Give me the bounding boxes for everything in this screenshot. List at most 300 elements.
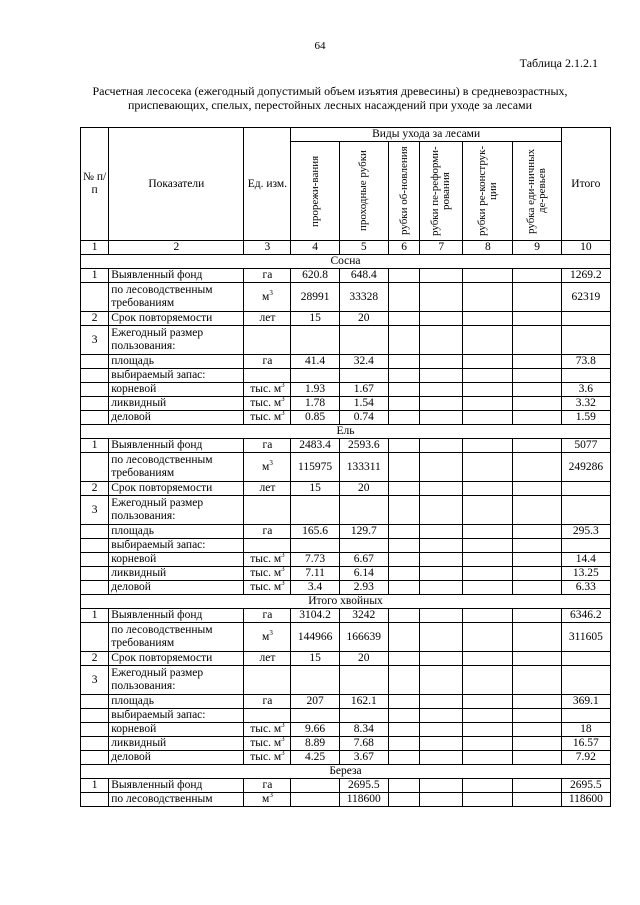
table-row bbox=[81, 453, 611, 482]
unit-text: лет bbox=[259, 482, 276, 494]
row-unit bbox=[244, 695, 291, 709]
reconstruction-cut-value bbox=[463, 369, 513, 383]
single-tree-cut-value bbox=[513, 581, 561, 595]
table-row bbox=[81, 269, 611, 283]
reformation-cut-value bbox=[420, 581, 463, 595]
reformation-cut-value bbox=[420, 326, 463, 355]
unit-superscript: 3 bbox=[281, 410, 285, 418]
commercial-thinning-value: 6.67 bbox=[339, 553, 388, 567]
row-label: деловой bbox=[109, 581, 244, 595]
row-number bbox=[81, 453, 109, 482]
single-tree-cut-value bbox=[513, 609, 561, 623]
unit-text: м bbox=[262, 460, 270, 473]
single-tree-cut-value bbox=[513, 553, 561, 567]
thinning-value bbox=[291, 326, 339, 355]
header-num: № п/п bbox=[81, 128, 109, 241]
reconstruction-cut-value bbox=[463, 553, 513, 567]
table-row bbox=[81, 283, 611, 312]
reformation-cut-value bbox=[420, 751, 463, 765]
thinning-value: 8.89 bbox=[291, 737, 339, 751]
table-row bbox=[81, 326, 611, 355]
row-number: 2 bbox=[81, 312, 109, 326]
header-care-types: Виды ухода за лесами bbox=[291, 128, 561, 142]
row-number: 2 bbox=[81, 482, 109, 496]
unit-text: га bbox=[262, 439, 273, 451]
header-col5: проходные рубки bbox=[339, 142, 388, 241]
reconstruction-cut-value bbox=[463, 539, 513, 553]
thinning-value bbox=[291, 496, 339, 525]
commercial-thinning-value: 133311 bbox=[339, 453, 388, 482]
row-number bbox=[81, 411, 109, 425]
unit-text: га bbox=[262, 695, 273, 707]
table-row bbox=[81, 567, 611, 581]
row-label: площадь bbox=[109, 355, 244, 369]
table-row bbox=[81, 737, 611, 751]
reconstruction-cut-value bbox=[463, 793, 513, 807]
thinning-value bbox=[291, 709, 339, 723]
table-row bbox=[81, 695, 611, 709]
thinning-value: 3.4 bbox=[291, 581, 339, 595]
unit-superscript: 3 bbox=[269, 458, 273, 467]
row-number: 1 bbox=[81, 269, 109, 283]
total-value bbox=[561, 482, 610, 496]
row-label: Срок повторяемости bbox=[109, 312, 244, 326]
row-number bbox=[81, 709, 109, 723]
thinning-value: 165.6 bbox=[291, 525, 339, 539]
reformation-cut-value bbox=[420, 623, 463, 652]
row-label: по лесоводственным требованиям bbox=[109, 453, 244, 482]
renewal-cut-value bbox=[388, 609, 419, 623]
row-unit bbox=[244, 723, 291, 737]
row-label: корневой bbox=[109, 723, 244, 737]
unit-text: га bbox=[262, 269, 273, 281]
reformation-cut-value bbox=[420, 355, 463, 369]
reconstruction-cut-value bbox=[463, 439, 513, 453]
row-label: Срок повторяемости bbox=[109, 482, 244, 496]
commercial-thinning-value bbox=[339, 369, 388, 383]
thinning-value: 7.73 bbox=[291, 553, 339, 567]
table-row bbox=[81, 369, 611, 383]
row-unit bbox=[244, 283, 291, 312]
reconstruction-cut-value bbox=[463, 326, 513, 355]
total-value: 2695.5 bbox=[561, 779, 610, 793]
row-number bbox=[81, 355, 109, 369]
unit-text: тыс. м bbox=[250, 567, 282, 579]
header-col7: рубки пе-реформи-рования bbox=[420, 142, 463, 241]
renewal-cut-value bbox=[388, 482, 419, 496]
row-unit bbox=[244, 623, 291, 652]
row-unit bbox=[244, 666, 291, 695]
renewal-cut-value bbox=[388, 269, 419, 283]
table-caption bbox=[60, 84, 600, 112]
row-label: ликвидный bbox=[109, 397, 244, 411]
unit-superscript: 3 bbox=[281, 736, 285, 744]
colnum: 1 bbox=[81, 241, 109, 255]
renewal-cut-value bbox=[388, 666, 419, 695]
table-row bbox=[81, 751, 611, 765]
table-row bbox=[81, 397, 611, 411]
row-label: Выявленный фонд bbox=[109, 269, 244, 283]
thinning-value: 41.4 bbox=[291, 355, 339, 369]
commercial-thinning-value: 2695.5 bbox=[339, 779, 388, 793]
thinning-value: 3104.2 bbox=[291, 609, 339, 623]
single-tree-cut-value bbox=[513, 652, 561, 666]
section-title: Береза bbox=[81, 765, 611, 779]
unit-text: лет bbox=[259, 312, 276, 324]
commercial-thinning-value: 648.4 bbox=[339, 269, 388, 283]
commercial-thinning-value: 1.67 bbox=[339, 383, 388, 397]
thinning-value: 4.25 bbox=[291, 751, 339, 765]
renewal-cut-value bbox=[388, 411, 419, 425]
unit-superscript: 3 bbox=[269, 792, 273, 800]
reconstruction-cut-value bbox=[463, 453, 513, 482]
row-number bbox=[81, 723, 109, 737]
row-label: деловой bbox=[109, 751, 244, 765]
forest-harvest-table bbox=[80, 127, 611, 807]
thinning-value: 9.66 bbox=[291, 723, 339, 737]
row-label: выбираемый запас: bbox=[109, 369, 244, 383]
table-row bbox=[81, 623, 611, 652]
reformation-cut-value bbox=[420, 779, 463, 793]
thinning-value: 620.8 bbox=[291, 269, 339, 283]
row-label: выбираемый запас: bbox=[109, 709, 244, 723]
reformation-cut-value bbox=[420, 312, 463, 326]
commercial-thinning-value: 0.74 bbox=[339, 411, 388, 425]
single-tree-cut-value bbox=[513, 539, 561, 553]
total-value bbox=[561, 312, 610, 326]
row-number bbox=[81, 581, 109, 595]
renewal-cut-value bbox=[388, 525, 419, 539]
single-tree-cut-value bbox=[513, 397, 561, 411]
total-value: 118600 bbox=[561, 793, 610, 807]
table-header bbox=[81, 128, 611, 255]
reconstruction-cut-value bbox=[463, 283, 513, 312]
renewal-cut-value bbox=[388, 383, 419, 397]
unit-text: тыс. м bbox=[250, 751, 282, 763]
row-unit bbox=[244, 751, 291, 765]
commercial-thinning-value: 3.67 bbox=[339, 751, 388, 765]
commercial-thinning-value: 2593.6 bbox=[339, 439, 388, 453]
total-value bbox=[561, 326, 610, 355]
row-label: Выявленный фонд bbox=[109, 609, 244, 623]
reformation-cut-value bbox=[420, 453, 463, 482]
renewal-cut-value bbox=[388, 709, 419, 723]
header-col4: прорежи-вания bbox=[291, 142, 339, 241]
caption-line-1: Расчетная лесосека (ежегодный допустимый объем изъятия древесины) в средневозрастных, bbox=[92, 84, 568, 98]
table-row bbox=[81, 666, 611, 695]
single-tree-cut-value bbox=[513, 269, 561, 283]
total-value bbox=[561, 539, 610, 553]
commercial-thinning-value bbox=[339, 496, 388, 525]
row-unit bbox=[244, 779, 291, 793]
reconstruction-cut-value bbox=[463, 779, 513, 793]
row-unit bbox=[244, 737, 291, 751]
single-tree-cut-value bbox=[513, 567, 561, 581]
thinning-value: 15 bbox=[291, 482, 339, 496]
total-value: 16.57 bbox=[561, 737, 610, 751]
table-row bbox=[81, 793, 611, 807]
single-tree-cut-value bbox=[513, 695, 561, 709]
row-unit bbox=[244, 553, 291, 567]
reconstruction-cut-value bbox=[463, 695, 513, 709]
reconstruction-cut-value bbox=[463, 567, 513, 581]
single-tree-cut-value bbox=[513, 312, 561, 326]
thinning-value: 2483.4 bbox=[291, 439, 339, 453]
row-unit bbox=[244, 567, 291, 581]
thinning-value: 15 bbox=[291, 312, 339, 326]
single-tree-cut-value bbox=[513, 326, 561, 355]
table-row bbox=[81, 411, 611, 425]
table-row bbox=[81, 525, 611, 539]
table-row bbox=[81, 581, 611, 595]
single-tree-cut-value bbox=[513, 369, 561, 383]
row-unit bbox=[244, 453, 291, 482]
total-value: 3.32 bbox=[561, 397, 610, 411]
commercial-thinning-value: 8.34 bbox=[339, 723, 388, 737]
unit-text: лет bbox=[259, 652, 276, 664]
row-unit bbox=[244, 383, 291, 397]
row-label: корневой bbox=[109, 383, 244, 397]
row-unit bbox=[244, 581, 291, 595]
reconstruction-cut-value bbox=[463, 666, 513, 695]
thinning-value: 144966 bbox=[291, 623, 339, 652]
reformation-cut-value bbox=[420, 439, 463, 453]
row-number bbox=[81, 553, 109, 567]
table-row bbox=[81, 312, 611, 326]
reconstruction-cut-value bbox=[463, 609, 513, 623]
table-label: Таблица 2.1.2.1 bbox=[519, 56, 598, 70]
row-unit bbox=[244, 609, 291, 623]
single-tree-cut-value bbox=[513, 737, 561, 751]
row-number bbox=[81, 283, 109, 312]
row-label: Выявленный фонд bbox=[109, 439, 244, 453]
row-number: 1 bbox=[81, 609, 109, 623]
table-row bbox=[81, 779, 611, 793]
reconstruction-cut-value bbox=[463, 525, 513, 539]
single-tree-cut-value bbox=[513, 383, 561, 397]
row-unit bbox=[244, 411, 291, 425]
unit-superscript: 3 bbox=[281, 566, 285, 574]
row-number bbox=[81, 623, 109, 652]
renewal-cut-value bbox=[388, 439, 419, 453]
table-row bbox=[81, 439, 611, 453]
total-value: 62319 bbox=[561, 283, 610, 312]
reformation-cut-value bbox=[420, 539, 463, 553]
reformation-cut-value bbox=[420, 609, 463, 623]
row-label: Ежегодный размер пользования: bbox=[109, 496, 244, 525]
reformation-cut-value bbox=[420, 652, 463, 666]
row-number: 3 bbox=[81, 496, 109, 525]
unit-text: га bbox=[262, 525, 273, 537]
total-value bbox=[561, 496, 610, 525]
reconstruction-cut-value bbox=[463, 723, 513, 737]
total-value: 369.1 bbox=[561, 695, 610, 709]
single-tree-cut-value bbox=[513, 355, 561, 369]
single-tree-cut-value bbox=[513, 779, 561, 793]
reformation-cut-value bbox=[420, 269, 463, 283]
row-number bbox=[81, 539, 109, 553]
renewal-cut-value bbox=[388, 312, 419, 326]
reformation-cut-value bbox=[420, 793, 463, 807]
row-unit bbox=[244, 312, 291, 326]
row-unit bbox=[244, 496, 291, 525]
row-unit bbox=[244, 269, 291, 283]
single-tree-cut-value bbox=[513, 793, 561, 807]
thinning-value: 1.93 bbox=[291, 383, 339, 397]
renewal-cut-value bbox=[388, 567, 419, 581]
reformation-cut-value bbox=[420, 283, 463, 312]
thinning-value: 207 bbox=[291, 695, 339, 709]
renewal-cut-value bbox=[388, 737, 419, 751]
renewal-cut-value bbox=[388, 355, 419, 369]
commercial-thinning-value bbox=[339, 539, 388, 553]
row-label: Ежегодный размер пользования: bbox=[109, 326, 244, 355]
row-number bbox=[81, 751, 109, 765]
unit-text: тыс. м bbox=[250, 383, 282, 395]
row-unit bbox=[244, 326, 291, 355]
commercial-thinning-value: 32.4 bbox=[339, 355, 388, 369]
renewal-cut-value bbox=[388, 496, 419, 525]
thinning-value bbox=[291, 793, 339, 807]
table-row bbox=[81, 723, 611, 737]
reformation-cut-value bbox=[420, 397, 463, 411]
unit-text: м bbox=[262, 793, 270, 805]
thinning-value bbox=[291, 779, 339, 793]
row-number: 1 bbox=[81, 779, 109, 793]
row-unit bbox=[244, 525, 291, 539]
table-row bbox=[81, 553, 611, 567]
commercial-thinning-value: 2.93 bbox=[339, 581, 388, 595]
row-label: по лесоводственным требованиям bbox=[109, 623, 244, 652]
single-tree-cut-value bbox=[513, 666, 561, 695]
reformation-cut-value bbox=[420, 482, 463, 496]
renewal-cut-value bbox=[388, 397, 419, 411]
table-row bbox=[81, 496, 611, 525]
total-value: 6346.2 bbox=[561, 609, 610, 623]
thinning-value: 15 bbox=[291, 652, 339, 666]
row-number: 2 bbox=[81, 652, 109, 666]
row-label: корневой bbox=[109, 553, 244, 567]
unit-superscript: 3 bbox=[269, 288, 273, 297]
table-row bbox=[81, 355, 611, 369]
commercial-thinning-value: 1.54 bbox=[339, 397, 388, 411]
table-row bbox=[81, 652, 611, 666]
commercial-thinning-value bbox=[339, 326, 388, 355]
table-row bbox=[81, 609, 611, 623]
row-number bbox=[81, 383, 109, 397]
table-body bbox=[81, 255, 611, 807]
renewal-cut-value bbox=[388, 539, 419, 553]
row-unit bbox=[244, 397, 291, 411]
total-value bbox=[561, 369, 610, 383]
row-label: ликвидный bbox=[109, 567, 244, 581]
row-number bbox=[81, 567, 109, 581]
reconstruction-cut-value bbox=[463, 355, 513, 369]
reconstruction-cut-value bbox=[463, 581, 513, 595]
renewal-cut-value bbox=[388, 581, 419, 595]
row-label: Срок повторяемости bbox=[109, 652, 244, 666]
row-label: по лесоводственным bbox=[109, 793, 244, 807]
row-label: Ежегодный размер пользования: bbox=[109, 666, 244, 695]
renewal-cut-value bbox=[388, 283, 419, 312]
reformation-cut-value bbox=[420, 525, 463, 539]
table-row bbox=[81, 482, 611, 496]
colnum: 4 bbox=[291, 241, 339, 255]
row-number bbox=[81, 397, 109, 411]
header-total: Итого bbox=[561, 128, 610, 241]
renewal-cut-value bbox=[388, 553, 419, 567]
commercial-thinning-value: 118600 bbox=[339, 793, 388, 807]
commercial-thinning-value: 7.68 bbox=[339, 737, 388, 751]
single-tree-cut-value bbox=[513, 623, 561, 652]
unit-superscript: 3 bbox=[281, 382, 285, 390]
reconstruction-cut-value bbox=[463, 623, 513, 652]
total-value: 13.25 bbox=[561, 567, 610, 581]
total-value: 295.3 bbox=[561, 525, 610, 539]
commercial-thinning-value bbox=[339, 709, 388, 723]
total-value: 73.8 bbox=[561, 355, 610, 369]
total-value: 249286 bbox=[561, 453, 610, 482]
thinning-value: 115975 bbox=[291, 453, 339, 482]
row-unit bbox=[244, 539, 291, 553]
reconstruction-cut-value bbox=[463, 411, 513, 425]
row-unit bbox=[244, 652, 291, 666]
single-tree-cut-value bbox=[513, 453, 561, 482]
renewal-cut-value bbox=[388, 369, 419, 383]
reformation-cut-value bbox=[420, 567, 463, 581]
row-number bbox=[81, 525, 109, 539]
table-row bbox=[81, 383, 611, 397]
row-label: выбираемый запас: bbox=[109, 539, 244, 553]
unit-text: га bbox=[262, 779, 273, 791]
header-col6: рубки об-новления bbox=[388, 142, 419, 241]
row-unit bbox=[244, 439, 291, 453]
colnum: 6 bbox=[388, 241, 419, 255]
total-value: 311605 bbox=[561, 623, 610, 652]
unit-superscript: 3 bbox=[281, 750, 285, 758]
header-indicators: Показатели bbox=[109, 128, 244, 241]
single-tree-cut-value bbox=[513, 411, 561, 425]
section-header-row bbox=[81, 765, 611, 779]
unit-text: тыс. м bbox=[250, 397, 282, 409]
row-label: площадь bbox=[109, 525, 244, 539]
row-number bbox=[81, 793, 109, 807]
row-unit bbox=[244, 482, 291, 496]
reformation-cut-value bbox=[420, 553, 463, 567]
total-value bbox=[561, 666, 610, 695]
total-value: 3.6 bbox=[561, 383, 610, 397]
unit-superscript: 3 bbox=[269, 628, 273, 637]
unit-superscript: 3 bbox=[281, 722, 285, 730]
thinning-value bbox=[291, 539, 339, 553]
row-label: площадь bbox=[109, 695, 244, 709]
unit-text: м bbox=[262, 290, 270, 303]
colnum: 2 bbox=[109, 241, 244, 255]
thinning-value: 0.85 bbox=[291, 411, 339, 425]
reconstruction-cut-value bbox=[463, 737, 513, 751]
row-label: ликвидный bbox=[109, 737, 244, 751]
commercial-thinning-value: 20 bbox=[339, 652, 388, 666]
single-tree-cut-value bbox=[513, 525, 561, 539]
colnum: 3 bbox=[244, 241, 291, 255]
single-tree-cut-value bbox=[513, 496, 561, 525]
row-number: 3 bbox=[81, 666, 109, 695]
section-header-row bbox=[81, 595, 611, 609]
unit-text: тыс. м bbox=[250, 723, 282, 735]
row-number: 3 bbox=[81, 326, 109, 355]
commercial-thinning-value: 20 bbox=[339, 312, 388, 326]
reconstruction-cut-value bbox=[463, 751, 513, 765]
